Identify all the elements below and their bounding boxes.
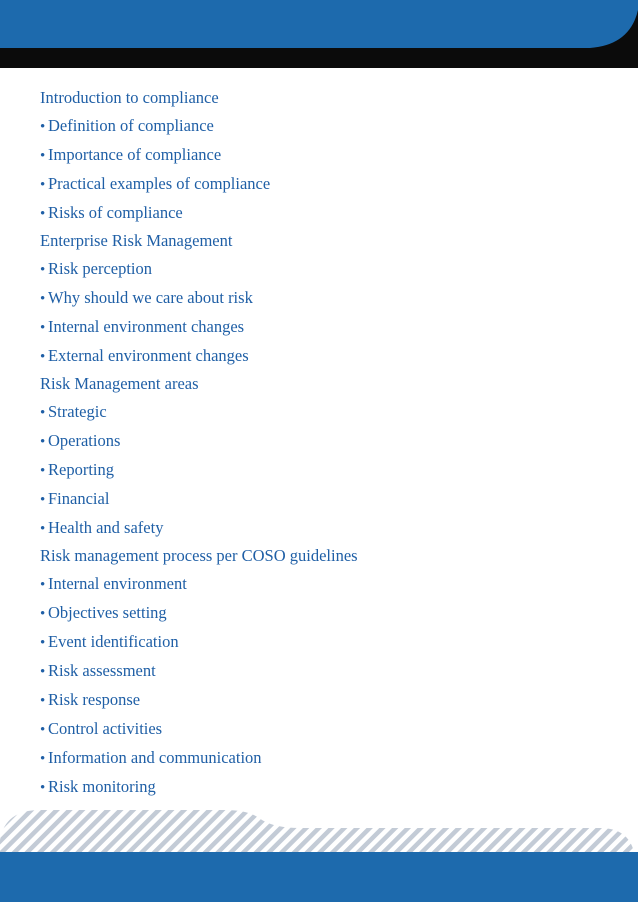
list-item-label: External environment changes <box>48 346 249 365</box>
list-item <box>40 254 600 283</box>
list-item-label: Strategic <box>48 402 107 421</box>
list-item-label: Risks of compliance <box>48 203 183 222</box>
list-item-label: Internal environment changes <box>48 317 245 336</box>
list-item-label: Control activities <box>48 719 163 738</box>
list-item <box>40 341 600 370</box>
bullet-icon: • <box>40 349 46 365</box>
list-item-label: Information and communication <box>48 748 262 767</box>
list-item-label: Risk response <box>48 690 141 709</box>
list-item-label: Practical examples of compliance <box>48 174 271 193</box>
list-item <box>40 714 600 743</box>
bullet-icon: • <box>40 434 46 450</box>
bullet-icon: • <box>40 291 46 307</box>
bullet-icon: • <box>40 577 46 593</box>
list-item <box>40 685 600 714</box>
list-item <box>40 513 600 542</box>
list-item-label: Reporting <box>48 460 114 479</box>
list-item <box>40 111 600 140</box>
list-item <box>40 598 600 627</box>
list-item-label: Internal environment <box>48 574 187 593</box>
bullet-icon: • <box>40 606 46 622</box>
bullet-icon: • <box>40 405 46 421</box>
list-item <box>40 426 600 455</box>
list-item <box>40 569 600 598</box>
bullet-icon: • <box>40 148 46 164</box>
section-heading: Risk Management areas <box>40 374 199 393</box>
bullet-icon: • <box>40 635 46 651</box>
list-item-label: Risk perception <box>48 259 153 278</box>
bullet-icon: • <box>40 492 46 508</box>
list-item-label: Risk assessment <box>48 661 156 680</box>
section-heading: Introduction to compliance <box>40 88 219 107</box>
list-item-label: Risk monitoring <box>48 777 156 796</box>
section-risk-areas <box>40 370 600 542</box>
bullet-icon: • <box>40 780 46 796</box>
footer-striped-wave <box>0 810 634 852</box>
list-item <box>40 140 600 169</box>
section-coso-process <box>40 542 600 801</box>
bullet-icon: • <box>40 693 46 709</box>
bullet-icon: • <box>40 206 46 222</box>
list-item-label: Importance of compliance <box>48 145 222 164</box>
list-item <box>40 312 600 341</box>
list-item <box>40 656 600 685</box>
list-item <box>40 627 600 656</box>
list-item-label: Objectives setting <box>48 603 167 622</box>
header-band <box>0 0 638 68</box>
section-introduction <box>40 84 600 227</box>
bullet-icon: • <box>40 751 46 767</box>
list-item <box>40 283 600 312</box>
list-item <box>40 772 600 801</box>
list-item <box>40 455 600 484</box>
footer-blue-bar <box>0 852 638 902</box>
footer-band <box>0 800 638 902</box>
list-item-label: Operations <box>48 431 121 450</box>
outline-content <box>40 84 600 801</box>
bullet-icon: • <box>40 119 46 135</box>
list-item-label: Event identification <box>48 632 179 651</box>
list-item-label: Why should we care about risk <box>48 288 253 307</box>
list-item <box>40 743 600 772</box>
section-enterprise-risk <box>40 227 600 370</box>
list-item <box>40 484 600 513</box>
list-item-label: Health and safety <box>48 518 164 537</box>
list-item <box>40 169 600 198</box>
list-item <box>40 397 600 426</box>
bullet-icon: • <box>40 521 46 537</box>
header-blue-shape <box>0 0 638 48</box>
bullet-icon: • <box>40 463 46 479</box>
section-heading: Enterprise Risk Management <box>40 231 233 250</box>
bullet-icon: • <box>40 320 46 336</box>
bullet-icon: • <box>40 722 46 738</box>
list-item-label: Financial <box>48 489 110 508</box>
list-item-label: Definition of compliance <box>48 116 214 135</box>
list-item <box>40 198 600 227</box>
bullet-icon: • <box>40 262 46 278</box>
bullet-icon: • <box>40 177 46 193</box>
section-heading: Risk management process per COSO guidelines <box>40 546 358 565</box>
bullet-icon: • <box>40 664 46 680</box>
